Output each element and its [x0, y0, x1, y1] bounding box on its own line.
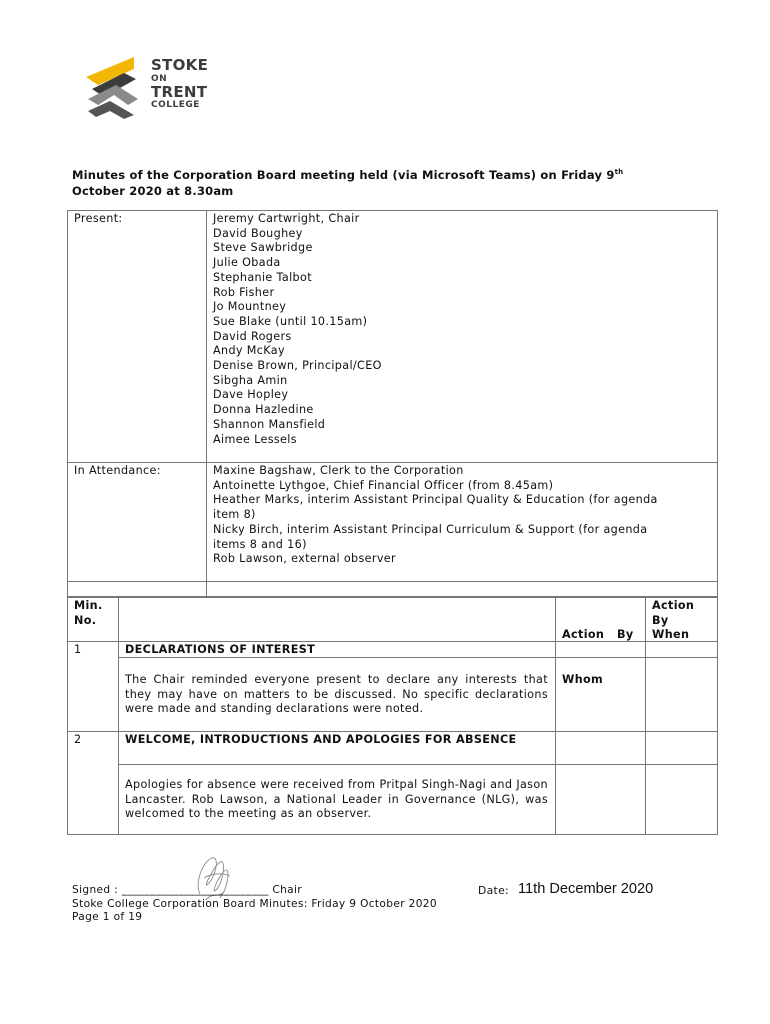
logo-wordmark — [151, 58, 208, 110]
logo-word-college: COLLEGE — [151, 100, 200, 110]
attendance-line: Antoinette Lythgoe, Chief Financial Officer (from 8.45am) — [213, 478, 554, 492]
present-name: Sue Blake (until 10.15am) — [213, 314, 368, 328]
present-name: Denise Brown, Principal/CEO — [213, 359, 382, 373]
present-label: Present: — [74, 212, 123, 225]
footer-signature-blank: __________________________ — [121, 884, 269, 896]
attendance-line: Rob Lawson, external observer — [213, 552, 396, 566]
item-1-body: The Chair reminded everyone present to declare any interests that they may have on matters to be discussed. No specific declarations were made and standing declarations were noted. — [125, 673, 548, 716]
present-name: David Boughey — [213, 226, 303, 240]
present-name: Shannon Mansfield — [213, 417, 326, 431]
logo-word-on: ON — [151, 74, 168, 84]
header-action-by-when-line2: By — [652, 613, 669, 627]
attendance-table-divider — [206, 210, 207, 597]
present-name: Stephanie Talbot — [213, 270, 312, 284]
header-action-by-when — [652, 599, 694, 643]
footer-signed-prefix: Signed : — [72, 884, 122, 896]
present-names-list — [213, 212, 382, 447]
header-min-no — [74, 599, 103, 628]
footer-page-number: Page 1 of 19 — [72, 911, 143, 924]
present-name: Steve Sawbridge — [213, 241, 313, 255]
footer-date-label: Date: — [478, 884, 509, 897]
present-name: Julie Obada — [213, 256, 281, 270]
attendance-line: Heather Marks, interim Assistant Principal Quality & Education (for agenda — [213, 493, 658, 507]
attendance-line: Maxine Bagshaw, Clerk to the Corporation — [213, 464, 464, 477]
header-action-by-when-line1: Action — [652, 599, 695, 612]
item-2-body: Apologies for absence were received from Pritpal Singh-Nagi and Jason Lancaster. Rob Lawson, a National Leader in Governance (NLG), was welcomed to the meeting as an observer. — [125, 778, 548, 821]
header-min-no-line2: No. — [74, 613, 97, 627]
present-name: David Rogers — [213, 329, 292, 343]
attendance-label: In Attendance: — [74, 464, 161, 477]
attendance-lines-list — [213, 464, 658, 567]
attendance-line: items 8 and 16) — [213, 537, 307, 551]
present-name: Dave Hopley — [213, 388, 289, 402]
title-text-before: Minutes of the Corporation Board meeting held (via Microsoft Teams) on Friday 9 — [72, 167, 615, 182]
logo-word-stoke: STOKE — [151, 56, 209, 74]
header-min-no-line1: Min. — [74, 599, 103, 612]
attendance-line: item 8) — [213, 508, 256, 522]
header-action-by-whom-line2: Whom — [562, 672, 604, 686]
item-1-heading: DECLARATIONS OF INTEREST — [125, 643, 316, 656]
item-2-number: 2 — [74, 733, 82, 746]
footer-doc-line: Stoke College Corporation Board Minutes: Friday 9 October 2020 — [72, 897, 437, 910]
title-superscript: th — [614, 168, 624, 176]
footer-signed-line — [72, 884, 437, 898]
attendance-line: Nicky Birch, interim Assistant Principal Curriculum & Support (for agenda — [213, 522, 648, 536]
minutes-col-divider-2 — [555, 597, 556, 835]
footer-date-value: 11th December 2020 — [518, 881, 654, 897]
header-action-by-whom — [562, 599, 633, 702]
present-name: Aimee Lessels — [213, 432, 297, 446]
footer-signed-suffix: Chair — [268, 884, 303, 896]
header-action-by-whom-line1: Action By — [562, 628, 634, 642]
item-1-number: 1 — [74, 643, 82, 656]
document-title — [72, 164, 712, 199]
minutes-col-divider-1 — [118, 597, 119, 835]
minutes-item2-heading-divider — [118, 764, 718, 765]
logo-word-trent: TRENT — [151, 83, 208, 101]
item-2-heading: WELCOME, INTRODUCTIONS AND APOLOGIES FOR ABSENCE — [125, 733, 517, 746]
present-name: Jo Mountney — [213, 300, 287, 314]
minutes-col-divider-3 — [645, 597, 646, 835]
present-name: Donna Hazledine — [213, 403, 314, 417]
title-text-after: October 2020 at 8.30am — [72, 183, 234, 198]
present-name: Sibgha Amin — [213, 373, 288, 387]
minutes-item1-divider — [67, 731, 718, 732]
attendance-spacer-divider — [67, 581, 718, 582]
footer — [72, 884, 437, 925]
present-name: Rob Fisher — [213, 285, 275, 299]
header-action-by-when-line3: When — [652, 628, 690, 642]
present-name: Andy McKay — [213, 344, 285, 358]
present-name: Jeremy Cartwright, Chair — [213, 212, 360, 225]
attendance-row-divider — [67, 462, 718, 463]
